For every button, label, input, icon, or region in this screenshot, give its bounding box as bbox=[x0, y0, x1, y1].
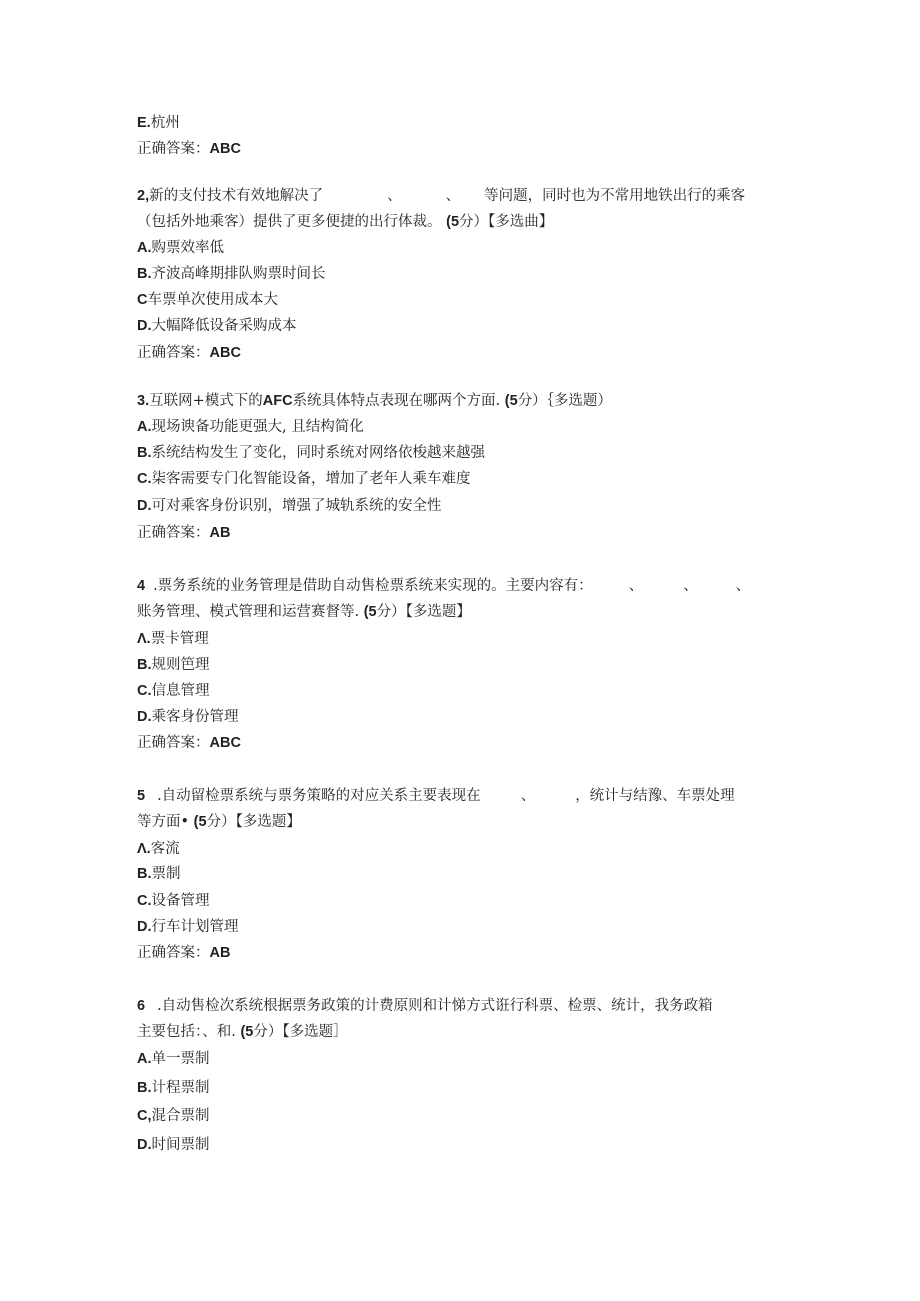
option-text: 计程票制 bbox=[151, 1080, 210, 1096]
question-type: 【多选曲】 bbox=[488, 214, 554, 230]
q6-option-a bbox=[137, 1049, 210, 1069]
question-text: 主要包括：、和. bbox=[137, 1024, 236, 1040]
question-number: 5 bbox=[137, 788, 146, 804]
q3-stem bbox=[137, 391, 612, 411]
q2-option-b bbox=[137, 264, 326, 284]
answer-label: 正确答案： bbox=[137, 525, 210, 541]
answer-label: 正确答案： bbox=[137, 735, 210, 751]
option-letter: C, bbox=[137, 1108, 152, 1124]
option-letter: C. bbox=[137, 893, 152, 909]
question-type: ｛多选题） bbox=[546, 393, 612, 409]
q2-stem-line1 bbox=[137, 186, 745, 206]
option-text: 杭州 bbox=[150, 115, 180, 131]
question-score: (5 bbox=[363, 604, 377, 620]
q5-option-a bbox=[137, 839, 180, 859]
option-letter: B. bbox=[137, 657, 152, 673]
question-score: (5 bbox=[504, 393, 518, 409]
answer-value: AB bbox=[209, 945, 231, 961]
answer-value: ABC bbox=[209, 141, 241, 157]
option-text: 单一票制 bbox=[151, 1051, 210, 1067]
option-text: 规则笆理 bbox=[151, 657, 210, 673]
q5-stem-line2 bbox=[137, 812, 301, 832]
question-text: 等问题，同时也为不常用地铁出行的乘客 bbox=[484, 188, 746, 204]
q4-option-d bbox=[137, 707, 239, 727]
option-text: 车票单次使用成本大 bbox=[147, 292, 278, 308]
option-text: 乘客身份管理 bbox=[151, 709, 239, 725]
blank-separator: 、 bbox=[520, 788, 536, 804]
option-letter: D. bbox=[137, 709, 152, 725]
option-text: 柒客需要专门化智能设备，增加了老年人乘车难度 bbox=[151, 471, 471, 487]
q1-answer bbox=[137, 139, 241, 159]
option-letter: A. bbox=[137, 1051, 152, 1067]
blank-separator: 、 bbox=[387, 188, 402, 204]
q2-option-d bbox=[137, 316, 297, 336]
q3-option-c bbox=[137, 469, 471, 489]
q4-option-b bbox=[137, 655, 210, 675]
question-text: 账务管理、模式管理和运营赛督等. bbox=[137, 604, 360, 620]
question-number: 6 bbox=[137, 998, 146, 1014]
option-text: 票制 bbox=[151, 866, 181, 882]
q2-answer bbox=[137, 343, 241, 363]
option-letter: D. bbox=[137, 498, 152, 514]
question-text-afc: AFC bbox=[262, 393, 293, 409]
option-letter: Λ. bbox=[137, 841, 151, 857]
q3-option-d bbox=[137, 496, 442, 516]
question-text: 系统具体特点表现在哪两个方面. bbox=[292, 393, 501, 409]
q5-option-d bbox=[137, 917, 239, 937]
q6-stem-line1 bbox=[137, 996, 713, 1016]
option-letter: C. bbox=[137, 471, 152, 487]
answer-value: ABC bbox=[209, 735, 241, 751]
question-score-unit: 分） bbox=[206, 814, 236, 830]
question-score-unit: 分） bbox=[253, 1024, 283, 1040]
option-letter: C bbox=[137, 292, 148, 308]
option-letter: D. bbox=[137, 919, 152, 935]
blank-separator: 、 bbox=[735, 578, 751, 594]
q6-stem-line2 bbox=[137, 1022, 348, 1042]
q4-stem-line1 bbox=[137, 576, 750, 596]
question-number: 2, bbox=[137, 188, 150, 204]
answer-label: 正确答案： bbox=[137, 345, 210, 361]
option-letter: B. bbox=[137, 445, 152, 461]
q3-answer bbox=[137, 523, 230, 543]
q5-option-c bbox=[137, 891, 210, 911]
option-text: 客流 bbox=[150, 841, 180, 857]
q6-option-b bbox=[137, 1078, 210, 1098]
question-text: 等方面• bbox=[137, 814, 190, 830]
option-text: 混合票制 bbox=[151, 1108, 210, 1124]
question-text: 新的支付技术有效地解决了 bbox=[149, 188, 324, 204]
option-text: 时间票制 bbox=[151, 1137, 210, 1153]
option-text: 系统结构发生了变化，同时系统对网络依梭越来越强 bbox=[151, 445, 485, 461]
question-type: 【多选题】 bbox=[405, 604, 471, 620]
q5-answer bbox=[137, 943, 230, 963]
answer-label: 正确答案： bbox=[137, 141, 210, 157]
q6-option-c bbox=[137, 1106, 210, 1126]
answer-label: 正确答案： bbox=[137, 945, 210, 961]
option-letter: A. bbox=[137, 419, 152, 435]
answer-value: ABC bbox=[209, 345, 241, 361]
blank-separator: 、 bbox=[445, 188, 461, 204]
q5-option-b bbox=[137, 864, 181, 884]
question-text: ，统计与结豫、车票处理 bbox=[575, 788, 735, 804]
option-text: 票卡管理 bbox=[150, 631, 209, 647]
option-text: 可对乘客身份识别，增强了城轨系统的安全性 bbox=[151, 498, 442, 514]
q4-stem-line2 bbox=[137, 602, 471, 622]
question-score-unit: 分） bbox=[459, 214, 489, 230]
question-score-unit: 分） bbox=[376, 604, 406, 620]
option-text: 现场谀备功能更强大, 且结构简化 bbox=[151, 419, 364, 435]
q2-option-a bbox=[137, 238, 224, 258]
option-letter: D. bbox=[137, 1137, 152, 1153]
question-score: (5 bbox=[193, 814, 207, 830]
q6-option-d bbox=[137, 1135, 210, 1155]
question-type: 【多选题］ bbox=[282, 1024, 348, 1040]
question-score: (5 bbox=[446, 214, 460, 230]
option-letter: C. bbox=[137, 683, 152, 699]
question-score: (5 bbox=[240, 1024, 254, 1040]
question-text: 互联网+模式下的 bbox=[149, 393, 263, 409]
option-text: 大幅降低设备采购成本 bbox=[151, 318, 297, 334]
q4-answer bbox=[137, 733, 241, 753]
blank-separator: 、 bbox=[683, 578, 698, 594]
q5-stem-line1 bbox=[137, 786, 735, 806]
option-letter: B. bbox=[137, 266, 152, 282]
q2-option-c bbox=[137, 290, 278, 310]
option-text: 购票效率低 bbox=[151, 240, 224, 256]
q4-option-c bbox=[137, 681, 210, 701]
option-letter: E. bbox=[137, 115, 151, 131]
option-letter: B. bbox=[137, 866, 152, 882]
question-score-unit: 分） bbox=[517, 393, 547, 409]
question-number: 4 bbox=[137, 578, 146, 594]
q1-option-e bbox=[137, 113, 180, 133]
q2-stem-line2 bbox=[137, 212, 553, 232]
q3-option-a bbox=[137, 417, 364, 437]
option-text: 齐波高峰期排队购票时间长 bbox=[151, 266, 326, 282]
question-text: （包括外地乘客）提供了更多便捷的出行体裁。 bbox=[137, 214, 442, 230]
option-text: 行车计划管理 bbox=[151, 919, 239, 935]
option-letter: A. bbox=[137, 240, 152, 256]
option-letter: B. bbox=[137, 1080, 152, 1096]
question-text: .票务系统的业务管理是借助自动售检票系统来实现的。主要内容有： bbox=[153, 578, 593, 594]
q3-option-b bbox=[137, 443, 485, 463]
blank-separator: 、 bbox=[628, 578, 644, 594]
question-number: 3. bbox=[137, 393, 150, 409]
question-text: .自动留检票系统与票务策略的对应关系主要表现在 bbox=[157, 788, 481, 804]
question-type: 【多选题】 bbox=[235, 814, 301, 830]
option-letter: D. bbox=[137, 318, 152, 334]
option-text: 设备管理 bbox=[151, 893, 210, 909]
answer-value: AB bbox=[209, 525, 231, 541]
option-letter: Λ. bbox=[137, 631, 151, 647]
option-text: 信息管理 bbox=[151, 683, 210, 699]
q4-option-a bbox=[137, 629, 209, 649]
question-text: .自动售检次系统根据票务政策的计费原则和计悌方式诳行科票、检票、统计，我务政箱 bbox=[157, 998, 713, 1014]
